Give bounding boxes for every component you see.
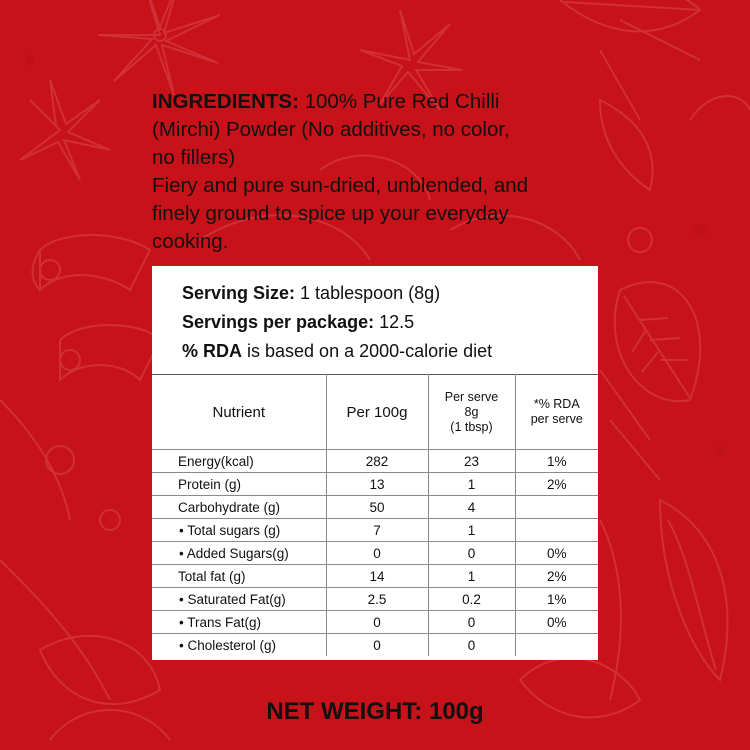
ingredients-line-2: (Mirchi) Powder (No additives, no color, <box>152 118 510 141</box>
description-line-2: finely ground to spice up your everyday <box>152 202 509 225</box>
per-serve-value: 1 <box>428 565 515 588</box>
rda-value: 1% <box>515 450 598 473</box>
table-row <box>152 473 598 496</box>
per-serve-value: 23 <box>428 450 515 473</box>
table-row <box>152 519 598 542</box>
per-serve-value: 0 <box>428 611 515 634</box>
rda-value <box>515 519 598 542</box>
per-100g-value: 7 <box>326 519 428 542</box>
servings-per-package <box>182 309 582 338</box>
rda-value <box>515 634 598 657</box>
header-rda-line-1: *% RDA <box>533 397 580 411</box>
servings-per-package-label: Servings per package: <box>182 312 375 332</box>
per-serve-value: 1 <box>428 473 515 496</box>
per-serve-value: 0 <box>428 542 515 565</box>
header-per-serve-line-3: (1 tbsp) <box>450 419 493 434</box>
table-row <box>152 634 598 657</box>
description-line-1: Fiery and pure sun-dried, unblended, and <box>152 174 529 197</box>
rda-note-value: is based on a 2000-calorie diet <box>242 341 493 361</box>
header-per-serve <box>428 375 515 450</box>
per-100g-value: 282 <box>326 450 428 473</box>
nutrient-name: • Cholesterol (g) <box>152 634 326 657</box>
nutrient-name: Protein (g) <box>152 473 326 496</box>
rda-value: 1% <box>515 588 598 611</box>
per-serve-value: 4 <box>428 496 515 519</box>
per-100g-value: 0 <box>326 611 428 634</box>
servings-per-package-value: 12.5 <box>374 312 415 332</box>
per-serve-value: 1 <box>428 519 515 542</box>
header-nutrient: Nutrient <box>152 375 326 450</box>
header-rda-per-serve <box>515 375 598 450</box>
nutrient-name: Carbohydrate (g) <box>152 496 326 519</box>
rda-note <box>182 338 582 367</box>
nutrient-name: • Trans Fat(g) <box>152 611 326 634</box>
rda-value: 2% <box>515 565 598 588</box>
header-per-100g: Per 100g <box>326 375 428 450</box>
serving-size-value: 1 tablespoon (8g) <box>295 283 441 303</box>
table-header-row <box>152 375 598 450</box>
per-100g-value: 13 <box>326 473 428 496</box>
rda-note-label: % RDA <box>182 341 243 361</box>
per-serve-value: 0.2 <box>428 588 515 611</box>
table-row <box>152 496 598 519</box>
nutrient-name: • Added Sugars(g) <box>152 542 326 565</box>
per-100g-value: 14 <box>326 565 428 588</box>
description-line-3: cooking. <box>152 230 229 253</box>
rda-value: 0% <box>515 542 598 565</box>
ingredients-text <box>152 88 602 256</box>
rda-value: 2% <box>515 473 598 496</box>
ingredients-line-1-rest: 100% Pure Red Chilli <box>298 90 500 113</box>
serving-info <box>182 280 582 367</box>
nutrition-table <box>152 374 598 656</box>
per-100g-value: 50 <box>326 496 428 519</box>
table-row <box>152 542 598 565</box>
rda-value <box>515 496 598 519</box>
net-weight: NET WEIGHT: 100g <box>266 698 484 725</box>
header-per-serve-line-2: 8g <box>464 404 479 419</box>
nutrient-name: • Total sugars (g) <box>152 519 326 542</box>
per-100g-value: 0 <box>326 634 428 657</box>
rda-value: 0% <box>515 611 598 634</box>
table-row <box>152 565 598 588</box>
nutrient-name: Total fat (g) <box>152 565 326 588</box>
ingredients-label: INGREDIENTS: <box>152 90 299 113</box>
nutrient-name: Energy(kcal) <box>152 450 326 473</box>
table-row <box>152 611 598 634</box>
header-rda-line-2: per serve <box>530 412 583 426</box>
ingredients-line-1 <box>152 88 602 116</box>
nutrient-name: • Saturated Fat(g) <box>152 588 326 611</box>
nutrition-panel <box>152 266 598 660</box>
header-per-serve-line-1: Per serve <box>444 389 499 404</box>
ingredients-line-3: no fillers) <box>152 146 236 169</box>
table-row <box>152 450 598 473</box>
per-100g-value: 2.5 <box>326 588 428 611</box>
per-serve-value: 0 <box>428 634 515 657</box>
serving-size-label: Serving Size: <box>182 283 296 303</box>
serving-size <box>182 280 582 309</box>
table-row <box>152 588 598 611</box>
per-100g-value: 0 <box>326 542 428 565</box>
